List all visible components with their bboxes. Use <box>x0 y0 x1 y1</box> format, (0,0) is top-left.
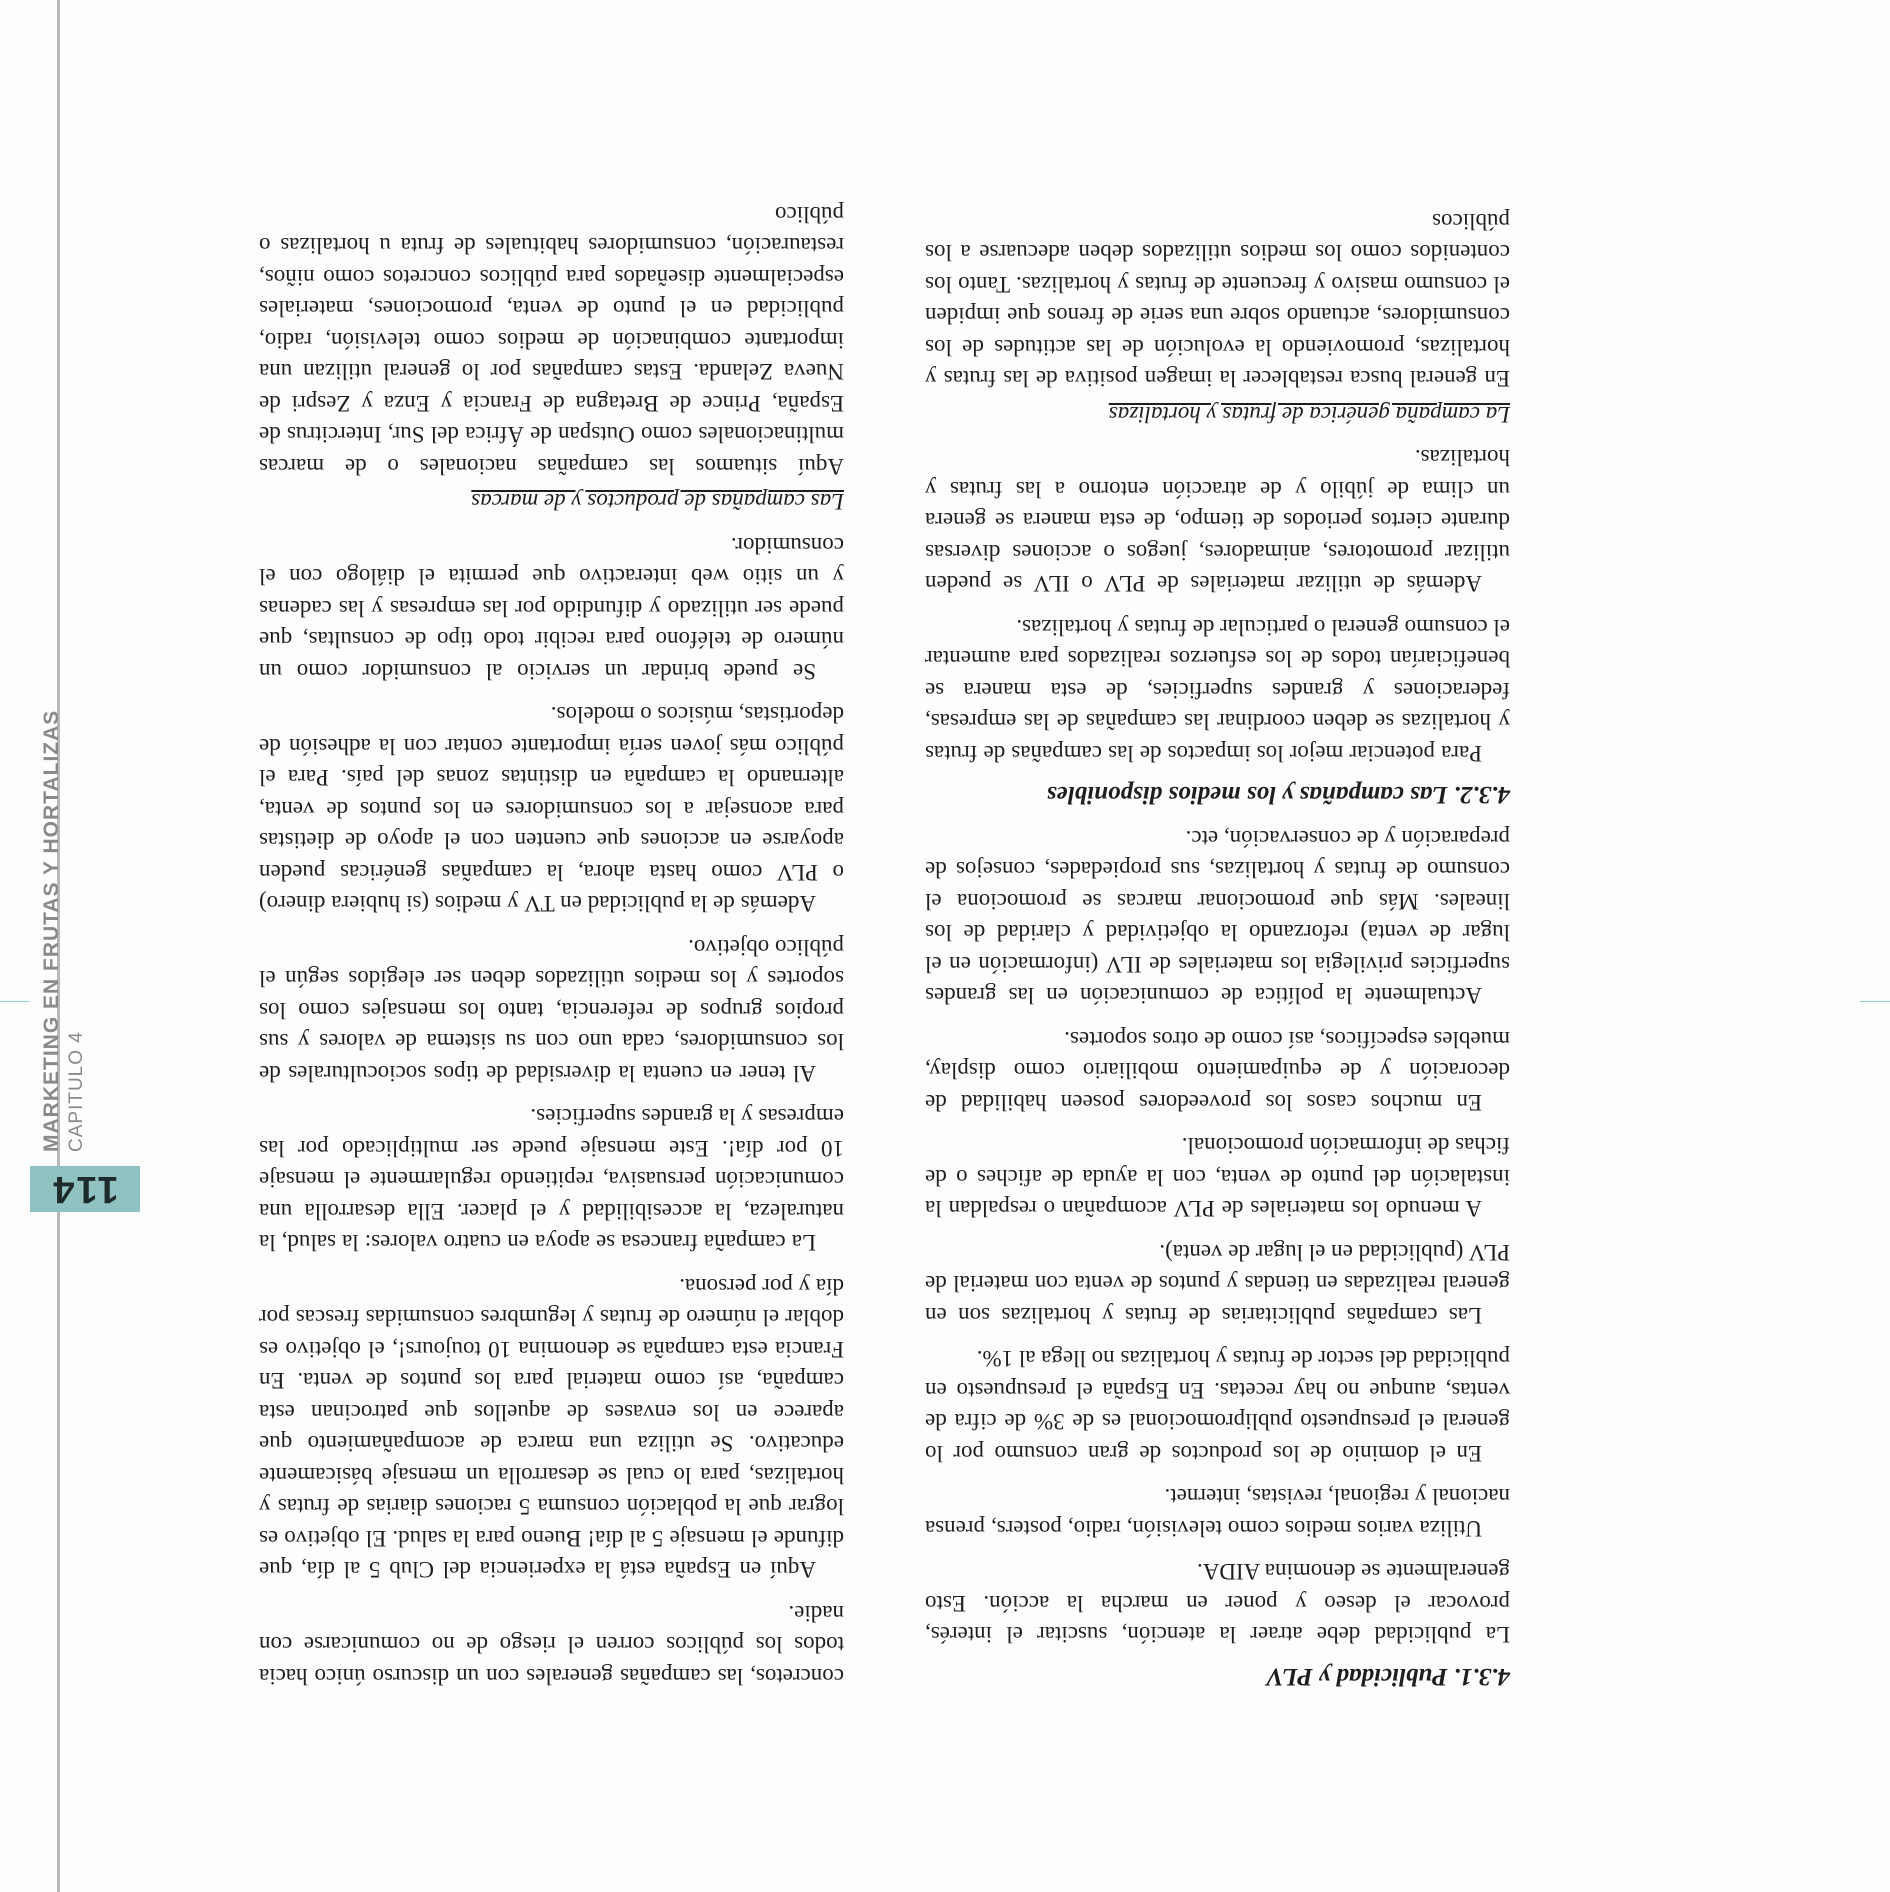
paragraph: Utiliza varios medios como televisión, radio, posters, prensa nacional y regional, revistas, internet. <box>925 1484 1510 1541</box>
running-header <box>30 709 140 1212</box>
paragraph-with-subhead <box>259 199 844 518</box>
registration-mark <box>0 1001 30 1002</box>
paragraph: La publicidad debe atraer la atención, suscitar el interés, provocar el deseo y poner en marcha la acción. Esto generalmente se denomina AIDA. <box>925 1559 1510 1648</box>
paragraph: Además de la publicidad en TV y medios (si hubiera dinero) o PLV como hasta ahora, la campañas genéricas pueden apoyarse en acciones que cuenten con el apoyo de dietistas para aconsejar a los consumidores en los puntos de venta, alternando la campaña en distintas zonas del país. Para el público más joven sería importante contar con la adhesión de deportistas, músicos o modelos. <box>259 702 844 917</box>
vertical-title-text <box>40 709 130 1152</box>
paragraph-with-subhead <box>925 206 1510 431</box>
paragraph: Al tener en cuenta la diversidad de tipos socioculturales de los consumidores, cada uno con su sistema de valores y sus propios grupos de referencia, tanto los mensajes como los soportes y los medios utilizados deben ser elegidos según el público objetivo. <box>259 935 844 1086</box>
paragraph: A menudo los materiales de PLV acompañan o respaldan la instalación del punto de venta, con la ayuda de afiches o de fichas de información promocional. <box>925 1133 1510 1222</box>
chapter-label: CAPITULO 4 <box>66 1031 87 1152</box>
book-title: MARKETING EN FRUTAS Y HORTALIZAS <box>40 709 63 1152</box>
paragraph: concretos, las campañas generales con un discurso único hacia todos los públicos corren el riesgo de no comunicarse con nadie. <box>259 1601 844 1689</box>
text-column-second <box>259 187 844 1693</box>
registration-mark <box>1860 1001 1890 1002</box>
paragraph: Además de utilizar materiales de PLV o ILV se pueden utilizar promotores, animadores, juegos o acciones diversas durante ciertos periodos de tiempo, de esta manera se genera un clima de júbilo y de atracción entorno a las frutas y hortalizas. <box>925 445 1510 597</box>
paragraph-text: Aquí situamos las campañas nacionales o de marcas multinacionales como Outspan de África del Sur, Intercitrus de España, Prince de Bretagna de Francia y Enza y Zespri de Nueva Zelanda. Estas campañas por lo general utilizan una importante combinación de medios como televisión, radio, publicidad en el punto de venta, promociones, materiales especialmente diseñados para públicos concretos como niños, restauración, consumidores habituales de fruta u hortalizas o público <box>259 202 844 479</box>
paragraph: En muchos casos los proveedores poseen habilidad de decoración y de equipamiento mobiliario como display, muebles específicos, así como de otros soportes. <box>925 1027 1510 1115</box>
paragraph-text: En general busca restablecer la imagen positiva de las frutas y hortalizas, promoviendo la evolución de las actitudes de los consumidores, actuando sobre una serie de frenos que impiden el consumo masivo y frecuente de frutas y hortalizas. Tanto los contenidos como los medios utilizados deben adecuarse a los públicos <box>925 209 1510 392</box>
section-title-4-3-1: 4.3.1. Publicidad y PLV <box>1266 1663 1510 1690</box>
subhead-campana-generica: La campaña genérica de frutas y hortalizas <box>1108 402 1510 427</box>
paragraph: En el dominio de los productos de gran consumo por lo general el presupuesto publipromocional es de 3% de cifra de ventas, aunque no hay recetas. En España el presupuesto en publicidad del sector de frutas y hortalizas no llega al 1%. <box>925 1346 1510 1466</box>
vertical-title-block <box>40 709 130 1152</box>
paragraph: Se puede brindar un servicio al consumidor como un número de teléfono para recibir todo tipo de consultas, que puede ser utilizado y difundido por las empresas y las cadenas y un sitio web interactivo que permita el diálogo con el consumidor. <box>259 533 844 684</box>
paragraph: Para potenciar mejor los impactos de las campañas de frutas y hortalizas se deben coordinar las campañas de las empresas, federaciones y grandes superficies, de esta manera se beneficiarían todos de los esfuerzos realizados para aumentar el consumo general o particular de frutas y hortalizas. <box>925 615 1510 766</box>
subhead-campanas-marcas: Las campañas de productos y de marcas <box>471 489 844 515</box>
paragraph: La campaña francesa se apoya en cuatro valores: la salud, la naturaleza, la accesibilidad y el placer. Ella desarrolla una comunicación persuasiva, repitiendo regularmente el mensaje 10 por día!. Este mensaje puede ser multiplicado por las empresas y la grandes superficies. <box>259 1104 844 1256</box>
text-column-first <box>925 194 1510 1693</box>
paragraph: Actualmente la política de comunicación en las grandes superficies privilegia los materiales de ILV (información en el lugar de venta) reforzando la objetividad y claridad de los lineales. Más que promocionar marcas se promociona el consumo de frutas y hortalizas, sus propiedades, consejos de preparación y de conservación, etc. <box>925 826 1510 1009</box>
paragraph: Aquí en España está la experiencia del Club 5 al día, que difunde el mensaje 5 al día! Bueno para la salud. El objetivo es lograr que la población consuma 5 raciones diarias de frutas y hortalizas, para lo cual se desarrolla un mensaje básicamente educativo. Se utiliza una marca de acompañamiento que aparece en los envases de aquellos que patrocinan esta campaña, así como material para los puntos de venta. En Francia esta campaña se denomina 10 toujours!, el objetivo es doblar el número de frutas y legumbres consumidas frescas por día y por persona. <box>259 1274 844 1583</box>
section-title-4-3-2: 4.3.2. Las campañas y los medios disponibles <box>1046 781 1510 809</box>
page-number-badge: 114 <box>30 1166 140 1212</box>
paragraph: Las campañas publicitarias de frutas y hortalizas son en general realizadas en tiendas y puntos de venta con material de PLV (publicidad en el lugar de venta). <box>925 1240 1510 1328</box>
